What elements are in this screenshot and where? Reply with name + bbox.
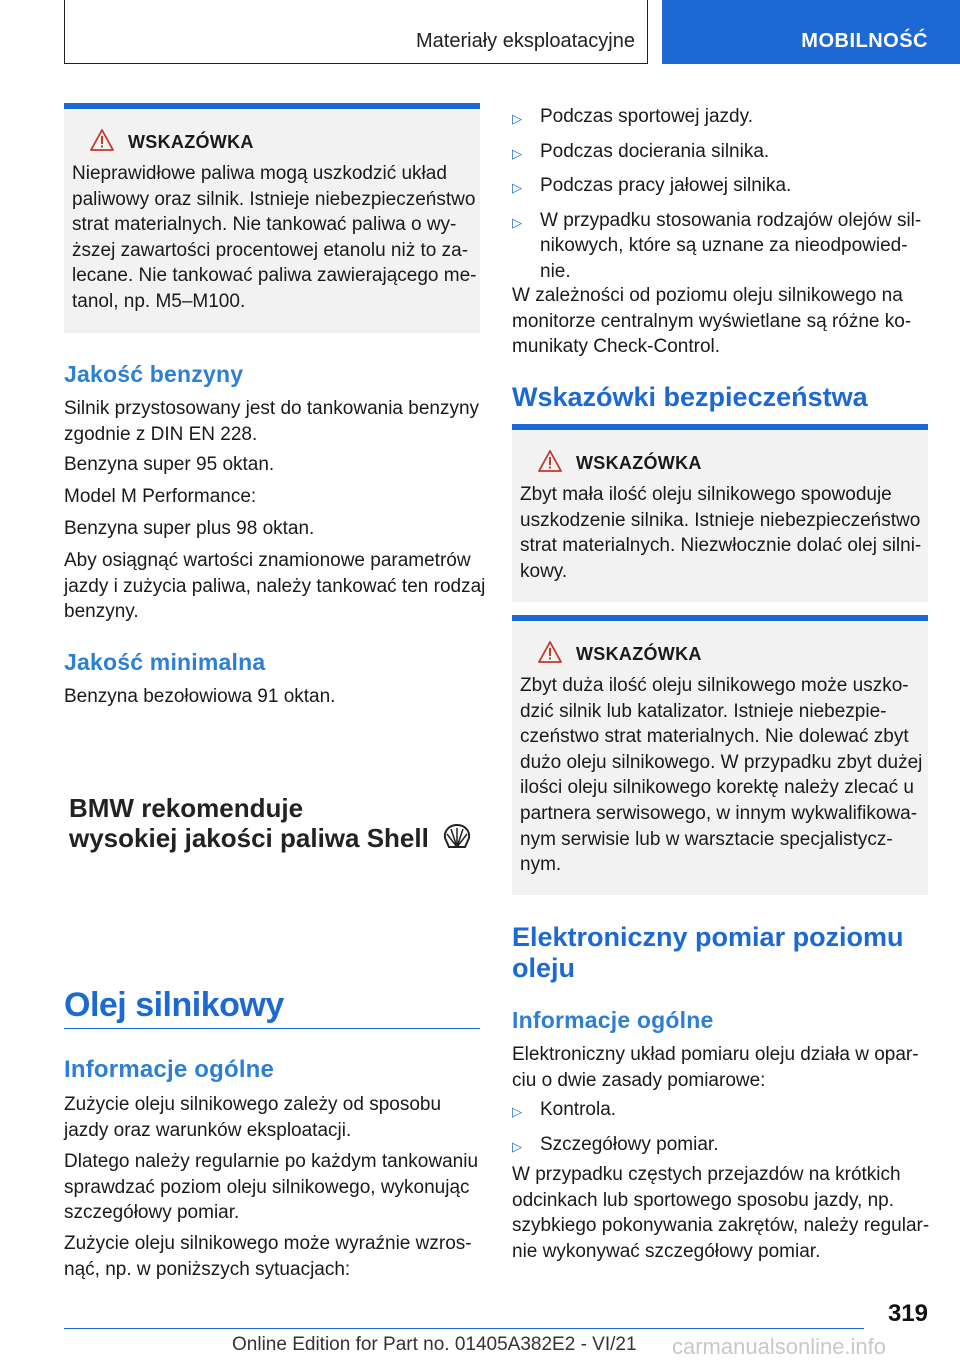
text-line: zgodnie z DIN EN 228. [64,423,258,445]
list-item-text: Podczas sportowej jazdy. [540,106,753,127]
shell-text-line: BMW rekomenduje [69,793,304,823]
paragraph: Model M Performance: [64,486,257,507]
warning-line: czeństwo strat materialnych. Nie dolewać zbyt [520,726,909,748]
heading-petrol-quality: Jakość benzyny [64,361,244,387]
text-line: nąć, np. w poniższych sytuacjach: [64,1258,351,1280]
heading-minimum-quality: Jakość minimalna [64,649,266,675]
paragraph [512,1042,932,1093]
heading-rule [64,1028,480,1029]
shell-logo-icon [442,823,472,857]
list-item-text: Kontrola. [540,1099,617,1120]
warning-line: strat materialnych. Nie tankować paliwa o wy‐ [72,214,457,236]
list-item [512,208,928,285]
warning-line: nym. [520,854,562,876]
text-line: nikowych, które są uznane za nieodpowied‐ [540,235,908,257]
text-line: nie. [540,260,571,282]
warning-line: kowy. [520,560,568,582]
text-line: monitorze centralnym wyświetlane są różne ko‐ [512,310,912,332]
text-line: munikaty Check-Control. [512,336,721,358]
tab-label: MOBILNOŚĆ [801,30,928,52]
warning-box-fuel [64,103,480,333]
text-line: odcinkach lub sportowego sposobu jazdy, np. [512,1189,895,1211]
list-item [512,1097,928,1125]
warning-box-high-oil [512,615,928,895]
warning-line: ilości oleju silnikowego korektę należy zlecać u [520,777,914,799]
warning-line: Zbyt mała ilość oleju silnikowego spowoduje [520,484,892,505]
text-line: W przypadku częstych przejazdów na krótkich [512,1164,901,1185]
list-item-text [540,208,928,285]
warning-line: tanol, np. M5–M100. [72,290,246,312]
warning-line: Nieprawidłowe paliwa mogą uszkodzić układ [72,163,447,184]
triangle-bullet-icon: ▷ [512,1138,522,1154]
text-line: jazdy i zużycia paliwa, należy tankować ten rodzaj [64,575,486,597]
warning-box-low-oil [512,424,928,602]
watermark: carmanualsonline.info [672,1334,887,1359]
text-line: benzyny. [64,601,139,623]
bullet-list-principles [512,1097,928,1159]
header-section-box [64,0,648,64]
warning-title: WSKAZÓWKA [128,131,254,152]
triangle-bullet-icon: ▷ [512,145,522,161]
text-line: szybkiego pokonywania zakrętów, należy regular‐ [512,1215,930,1237]
list-item-text: Podczas pracy jałowej silnika. [540,175,792,197]
text-line: Aby osiągnąć wartości znamionowe parametrów [64,550,471,571]
warning-title: WSKAZÓWKA [576,643,702,664]
text-line: Zużycie oleju silnikowego może wyraźnie wzros‐ [64,1233,472,1254]
heading-line: Elektroniczny pomiar poziomu [512,922,904,952]
text-line: Dlatego należy regularnie po każdym tankowaniu [64,1151,479,1172]
paragraph [512,283,932,360]
text-line: nie wykonywać szczegółowy pomiar. [512,1240,821,1262]
text-line: ciu o dwie zasady pomiarowe: [512,1069,766,1091]
warning-line: uszkodzenie silnika. Istnieje niebezpieczeństwo [520,509,921,531]
text-line: W przypadku stosowania rodzajów olejów sil‐ [540,209,922,231]
warning-line: dzić silnik lub katalizator. Istnieje niebezpie‐ [520,700,887,722]
warning-triangle-icon [538,641,562,668]
warning-text [72,161,477,315]
warning-title: WSKAZÓWKA [576,452,702,473]
paragraph [64,1092,484,1143]
warning-line: lecane. Nie tankować paliwa zawierającego me‐ [72,265,477,287]
warning-line: Zbyt duża ilość oleju silnikowego może uszko‐ [520,675,909,696]
triangle-bullet-icon: ▷ [512,214,522,230]
list-item-text: Szczegółowy pomiar. [540,1133,719,1155]
paragraph [64,1149,484,1226]
text-line: Silnik przystosowany jest do tankowania benzyny [64,398,480,419]
tab-mobility[interactable] [662,0,960,64]
warning-line: dużo oleju silnikowego. W przypadku zbyt dużej [520,751,923,773]
triangle-bullet-icon: ▷ [512,1104,522,1119]
section-title: Materiały eksploatacyjne [416,30,635,52]
shell-text-line: wysokiej jakości paliwa Shell [69,823,429,853]
warning-line: paliwowy oraz silnik. Istnieje niebezpieczeństwo [72,188,476,210]
paragraph: Benzyna bezołowiowa 91 oktan. [64,686,336,707]
list-item [512,173,928,201]
warning-text [520,673,923,878]
warning-triangle-icon [538,450,562,477]
footer-rule [64,1328,864,1329]
list-item [512,1132,928,1160]
paragraph [64,1231,484,1282]
warning-line: strat materialnych. Niezwłocznie dolać olej silni‐ [520,535,922,557]
paragraph [512,1162,932,1264]
warning-text [520,482,920,584]
text-line: sprawdzać poziom oleju silnikowego, wykonując [64,1176,470,1198]
heading-line: oleju [512,953,576,983]
paragraph [64,396,484,447]
text-line: Zużycie oleju silnikowego zależy od sposobu [64,1094,442,1115]
edition-text: Online Edition for Part no. 01405A382E2 - VI/21 [232,1334,637,1355]
heading-general-info-electronic: Informacje ogólne [512,1007,714,1033]
warning-triangle-icon [90,129,114,156]
page-number: 319 [887,1300,928,1327]
text-line: szczegółowy pomiar. [64,1202,240,1224]
list-item [512,104,928,132]
paragraph: Benzyna super plus 98 oktan. [64,518,315,539]
paragraph [64,548,484,625]
heading-safety: Wskazówki bezpieczeństwa [512,382,868,412]
bullet-list-situations [512,104,928,285]
warning-line: partnera serwisowego, w innym wykwalifikowa‐ [520,802,918,824]
list-item [512,139,928,167]
heading-electronic-oil-measurement [512,922,904,984]
text-line: W zależności od poziomu oleju silnikowego na [512,285,903,306]
warning-line: nym serwisie lub w warsztacie specjalistycz‐ [520,828,893,850]
triangle-bullet-icon: ▷ [512,111,522,126]
heading-engine-oil: Olej silnikowy [64,986,284,1024]
text-line: Elektroniczny układ pomiaru oleju działa w opar‐ [512,1044,919,1065]
shell-recommendation [69,793,472,857]
heading-general-info: Informacje ogólne [64,1056,275,1083]
warning-line: ższej zawartości procentowej etanolu niż to za‐ [72,239,469,261]
triangle-bullet-icon: ▷ [512,180,522,196]
text-line: jazdy oraz warunków eksploatacji. [64,1119,352,1141]
list-item-text: Podczas docierania silnika. [540,140,770,162]
paragraph: Benzyna super 95 oktan. [64,454,275,475]
